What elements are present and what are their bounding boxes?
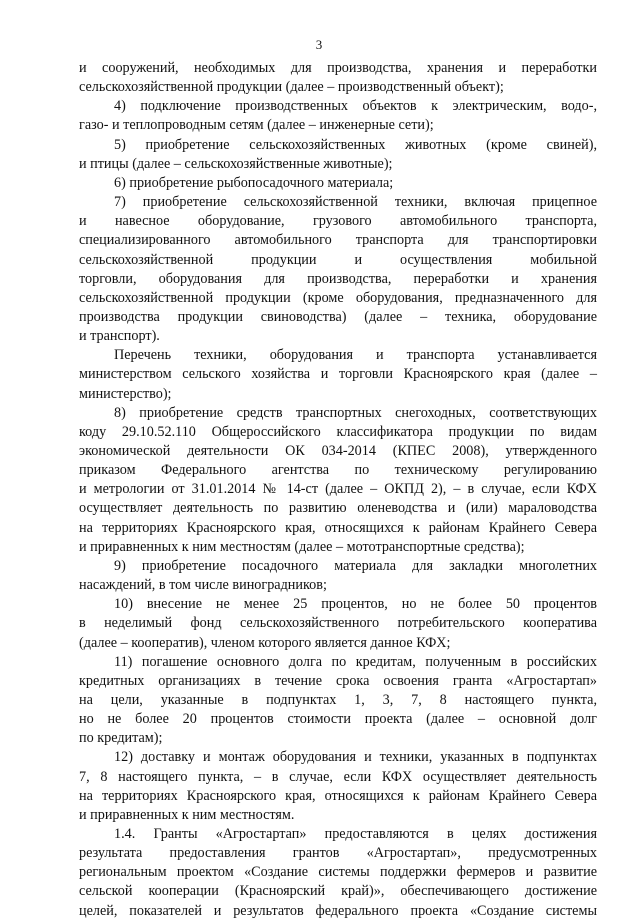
text-line: и сооружений, необходимых для производства, хранения и переработки xyxy=(79,60,597,76)
text-line: 12) доставку и монтаж оборудования и техники, указанных в подпунктах xyxy=(114,749,597,766)
text-line: 7, 8 настоящего пункта, – в случае, если КФХ осуществляет деятельность xyxy=(79,768,597,785)
page-number: 3 xyxy=(315,37,323,52)
text-line: 1.4. Гранты «Агростартап» предоставляются в целях достижения xyxy=(114,826,597,842)
text-line: на территориях Красноярского края, относящихся к районам Крайнего Севера xyxy=(79,787,597,804)
text-line: сельской кооперации (Красноярский край)», обеспечивающего достижение xyxy=(79,883,597,900)
text-line: 11) погашение основного долга по кредитам, полученным в российских xyxy=(114,653,597,670)
text-line: региональным проектом «Создание системы поддержки фермеров и развитие xyxy=(79,864,597,881)
text-line: 7) приобретение сельскохозяйственной техники, включая прицепное xyxy=(114,194,597,211)
text-line: кредитных организациях в течение срока освоения гранта «Агростартап» xyxy=(79,672,597,689)
text-line: экономической деятельности ОК 034-2014 (КПЕС 2008), утвержденного xyxy=(79,443,597,459)
text-line: целей, показателей и результатов федерального проекта «Создание системы xyxy=(79,902,597,919)
text-line: и приравненных к ним местностям (далее – мототранспортные средства); xyxy=(79,538,525,555)
text-line: (далее – кооператив), членом которого является данное КФХ; xyxy=(79,634,451,651)
text-line: министерством сельского хозяйства и торговли Красноярского края (далее – xyxy=(79,366,597,383)
text-line: и метрологии от 31.01.2014 № 14-ст (далее – ОКПД 2), – в случае, если КФХ xyxy=(79,481,597,498)
text-line: осуществляет деятельность по развитию оленеводства и (или) мараловодства xyxy=(79,500,597,517)
text-line: 6) приобретение рыбопосадочного материала; xyxy=(114,174,394,191)
text-line: министерство); xyxy=(79,385,172,402)
text-line: на цели, указанные в подпунктах 1, 3, 7, 8 настоящего пункта, xyxy=(79,691,597,708)
text-line: и птицы (далее – сельскохозяйственные животные); xyxy=(79,155,393,172)
text-line: 5) приобретение сельскохозяйственных животных (кроме свиней), xyxy=(114,136,597,153)
text-line: и приравненных к ним местностям. xyxy=(79,806,295,823)
text-line: насаждений, в том числе виноградников; xyxy=(79,577,327,594)
text-line: приказом Федерального агентства по техническому регулированию xyxy=(79,462,597,479)
text-line: газо- и теплопроводным сетям (далее – инженерные сети); xyxy=(79,117,434,134)
text-line: и навесное оборудование, грузового автомобильного транспорта, xyxy=(79,213,597,230)
text-line: но не более 20 процентов стоимости проекта (далее – основной долг xyxy=(79,711,597,728)
text-line: сельскохозяйственной продукции (далее – производственный объект); xyxy=(79,79,504,96)
text-line: в неделимый фонд сельскохозяйственного потребительского кооператива xyxy=(79,615,597,632)
text-line: сельскохозяйственной продукции и осуществления мобильной xyxy=(79,251,597,268)
text-line: на территориях Красноярского края, относящихся к районам Крайнего Севера xyxy=(79,519,597,536)
text-line: торговли, оборудования для производства, переработки и хранения xyxy=(79,270,597,287)
text-line: 9) приобретение посадочного материала для закладки многолетних xyxy=(114,557,597,574)
text-line: по кредитам); xyxy=(79,730,163,747)
text-line: сельскохозяйственной продукции (кроме оборудования, предназначенного для xyxy=(79,289,597,306)
text-line: Перечень техники, оборудования и транспорта устанавливается xyxy=(114,347,597,364)
text-line: результата предоставления грантов «Агростартап», предусмотренных xyxy=(79,845,597,862)
text-line: 4) подключение производственных объектов к электрическим, водо-, xyxy=(114,98,597,115)
text-line: производства продукции свиноводства) (далее – техника, оборудование xyxy=(79,308,597,325)
text-line: 10) внесение не менее 25 процентов, но не более 50 процентов xyxy=(114,596,597,613)
text-line: и транспорт). xyxy=(79,328,160,345)
text-line: коду 29.10.52.110 Общероссийского классификатора продукции по видам xyxy=(79,423,597,440)
text-line: 8) приобретение средств транспортных снегоходных, соответствующих xyxy=(114,404,597,421)
text-line: специализированного автомобильного транспорта для транспортировки xyxy=(79,232,597,249)
